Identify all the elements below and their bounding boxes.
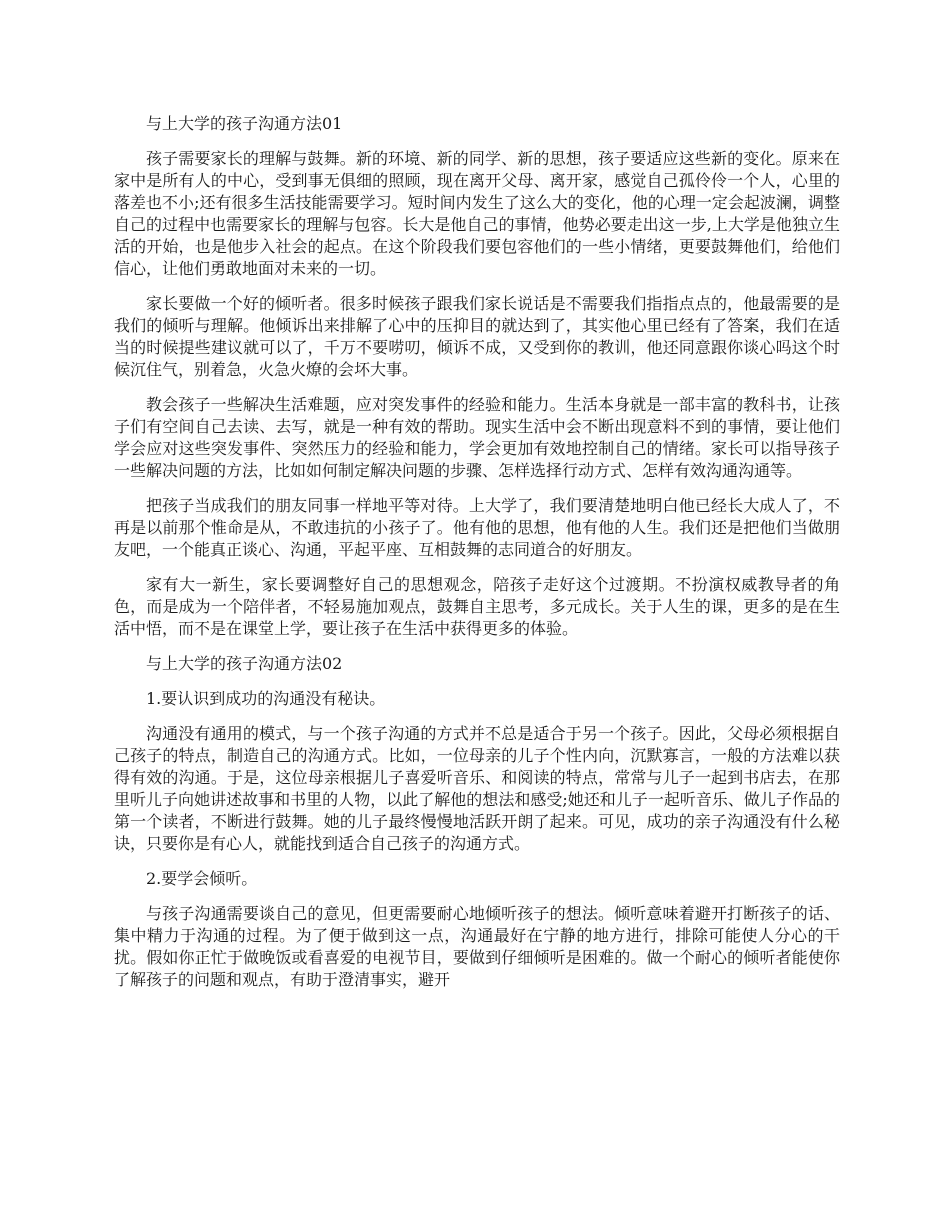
section-heading-02: 与上大学的孩子沟通方法02: [146, 654, 343, 673]
paragraph-good-listener: 家长要做一个好的倾听者。很多时候孩子跟我们家长说话是不需要我们指指点点的，他最需要的是我们的倾听与理解。他倾诉出来排解了心中的压抑目的就达到了，其实他心里已经有了答案，我们在适当的时候提些建议就可以了，千万不要唠叨，倾诉不成，又受到你的教训，他还同意跟你谈心吗这个时候沉住气，别着急，火急火燎的会坏大事。: [114, 294, 840, 379]
document-body: [114, 113, 840, 1004]
paragraph-no-universal-mode: 沟通没有通用的模式，与一个孩子沟通的方式并不总是适合于另一个孩子。因此，父母必须根据自己孩子的特点，制造自己的沟通方式。比如，一位母亲的儿子个性内向，沉默寡言，一般的方法难以获得有效的沟通。于是，这位母亲根据儿子喜爱听音乐、和阅读的特点，常常与儿子一起到书店去，在那里听儿子向她讲述故事和书里的人物，以此了解他的想法和感受;她还和儿子一起听音乐、做儿子作品的第一个读者，不断进行鼓舞。她的儿子最终慢慢地活跃开朗了起来。可见，成功的亲子沟通没有什么秘诀，只要你是有心人，就能找到适合自己孩子的沟通方式。: [114, 724, 840, 853]
paragraph-life-skills: 教会孩子一些解决生活难题，应对突发事件的经验和能力。生活本身就是一部丰富的教科书，让孩子们有空间自己去读、去写，就是一种有效的帮助。现实生活中会不断出现意料不到的事情，要让他们学会应对这些突发事件、突然压力的经验和能力，学会更加有效地控制自己的情绪。家长可以指导孩子一些解决问题的方法，比如如何制定解决问题的步骤、怎样选择行动方式、怎样有效沟通沟通等。: [114, 395, 840, 480]
paragraph-treat-as-friend: 把孩子当成我们的朋友同事一样地平等对待。上大学了，我们要清楚地明白他已经长大成人了，不再是以前那个惟命是从，不敢违抗的小孩子了。他有他的思想，他有他的人生。我们还是把他们当做朋友吧，一个能真正谈心、沟通，平起平座、互相鼓舞的志同道合的好朋友。: [114, 496, 840, 559]
subheading-no-secret: 1.要认识到成功的沟通没有秘诀。: [146, 689, 386, 708]
paragraph-understanding-encouragement: 孩子需要家长的理解与鼓舞。新的环境、新的同学、新的思想，孩子要适应这些新的变化。原来在家中是所有人的中心，受到事无俱细的照顾，现在离开父母、离开家，感觉自己孤伶伶一个人，心里的落差也不小;还有很多生活技能需要学习。短时间内发生了这么大的变化，他的心理一定会起波澜，调整自己的过程中也需要家长的理解与包容。长大是他自己的事情，他势必要走出这一步,上大学是他独立生活的开始，也是他步入社会的起点。在这个阶段我们要包容他们的一些小情绪，更要鼓舞他们，给他们信心，让他们勇敢地面对未来的一切。: [114, 149, 840, 278]
paragraph-freshman-transition: 家有大一新生，家长要调整好自己的思想观念，陪孩子走好这个过渡期。不扮演权威教导者的角色，而是成为一个陪伴者，不轻易施加观点，鼓舞自主思考，多元成长。关于人生的课，更多的是在生活中悟，而不是在课堂上学，要让孩子在生活中获得更多的体验。: [114, 575, 840, 638]
section-heading-01: 与上大学的孩子沟通方法01: [146, 114, 343, 133]
subheading-learn-to-listen: 2.要学会倾听。: [146, 869, 258, 888]
paragraph-listen-patiently: 与孩子沟通需要谈自己的意见，但更需要耐心地倾听孩子的想法。倾听意味着避开打断孩子的话、集中精力于沟通的过程。为了便于做到这一点，沟通最好在宁静的地方进行，排除可能使人分心的干扰。假如你正忙于做晚饭或看喜爱的电视节目，要做到仔细倾听是困难的。做一个耐心的倾听者能使你了解孩子的问题和观点，有助于澄清事实，避开: [114, 904, 840, 989]
